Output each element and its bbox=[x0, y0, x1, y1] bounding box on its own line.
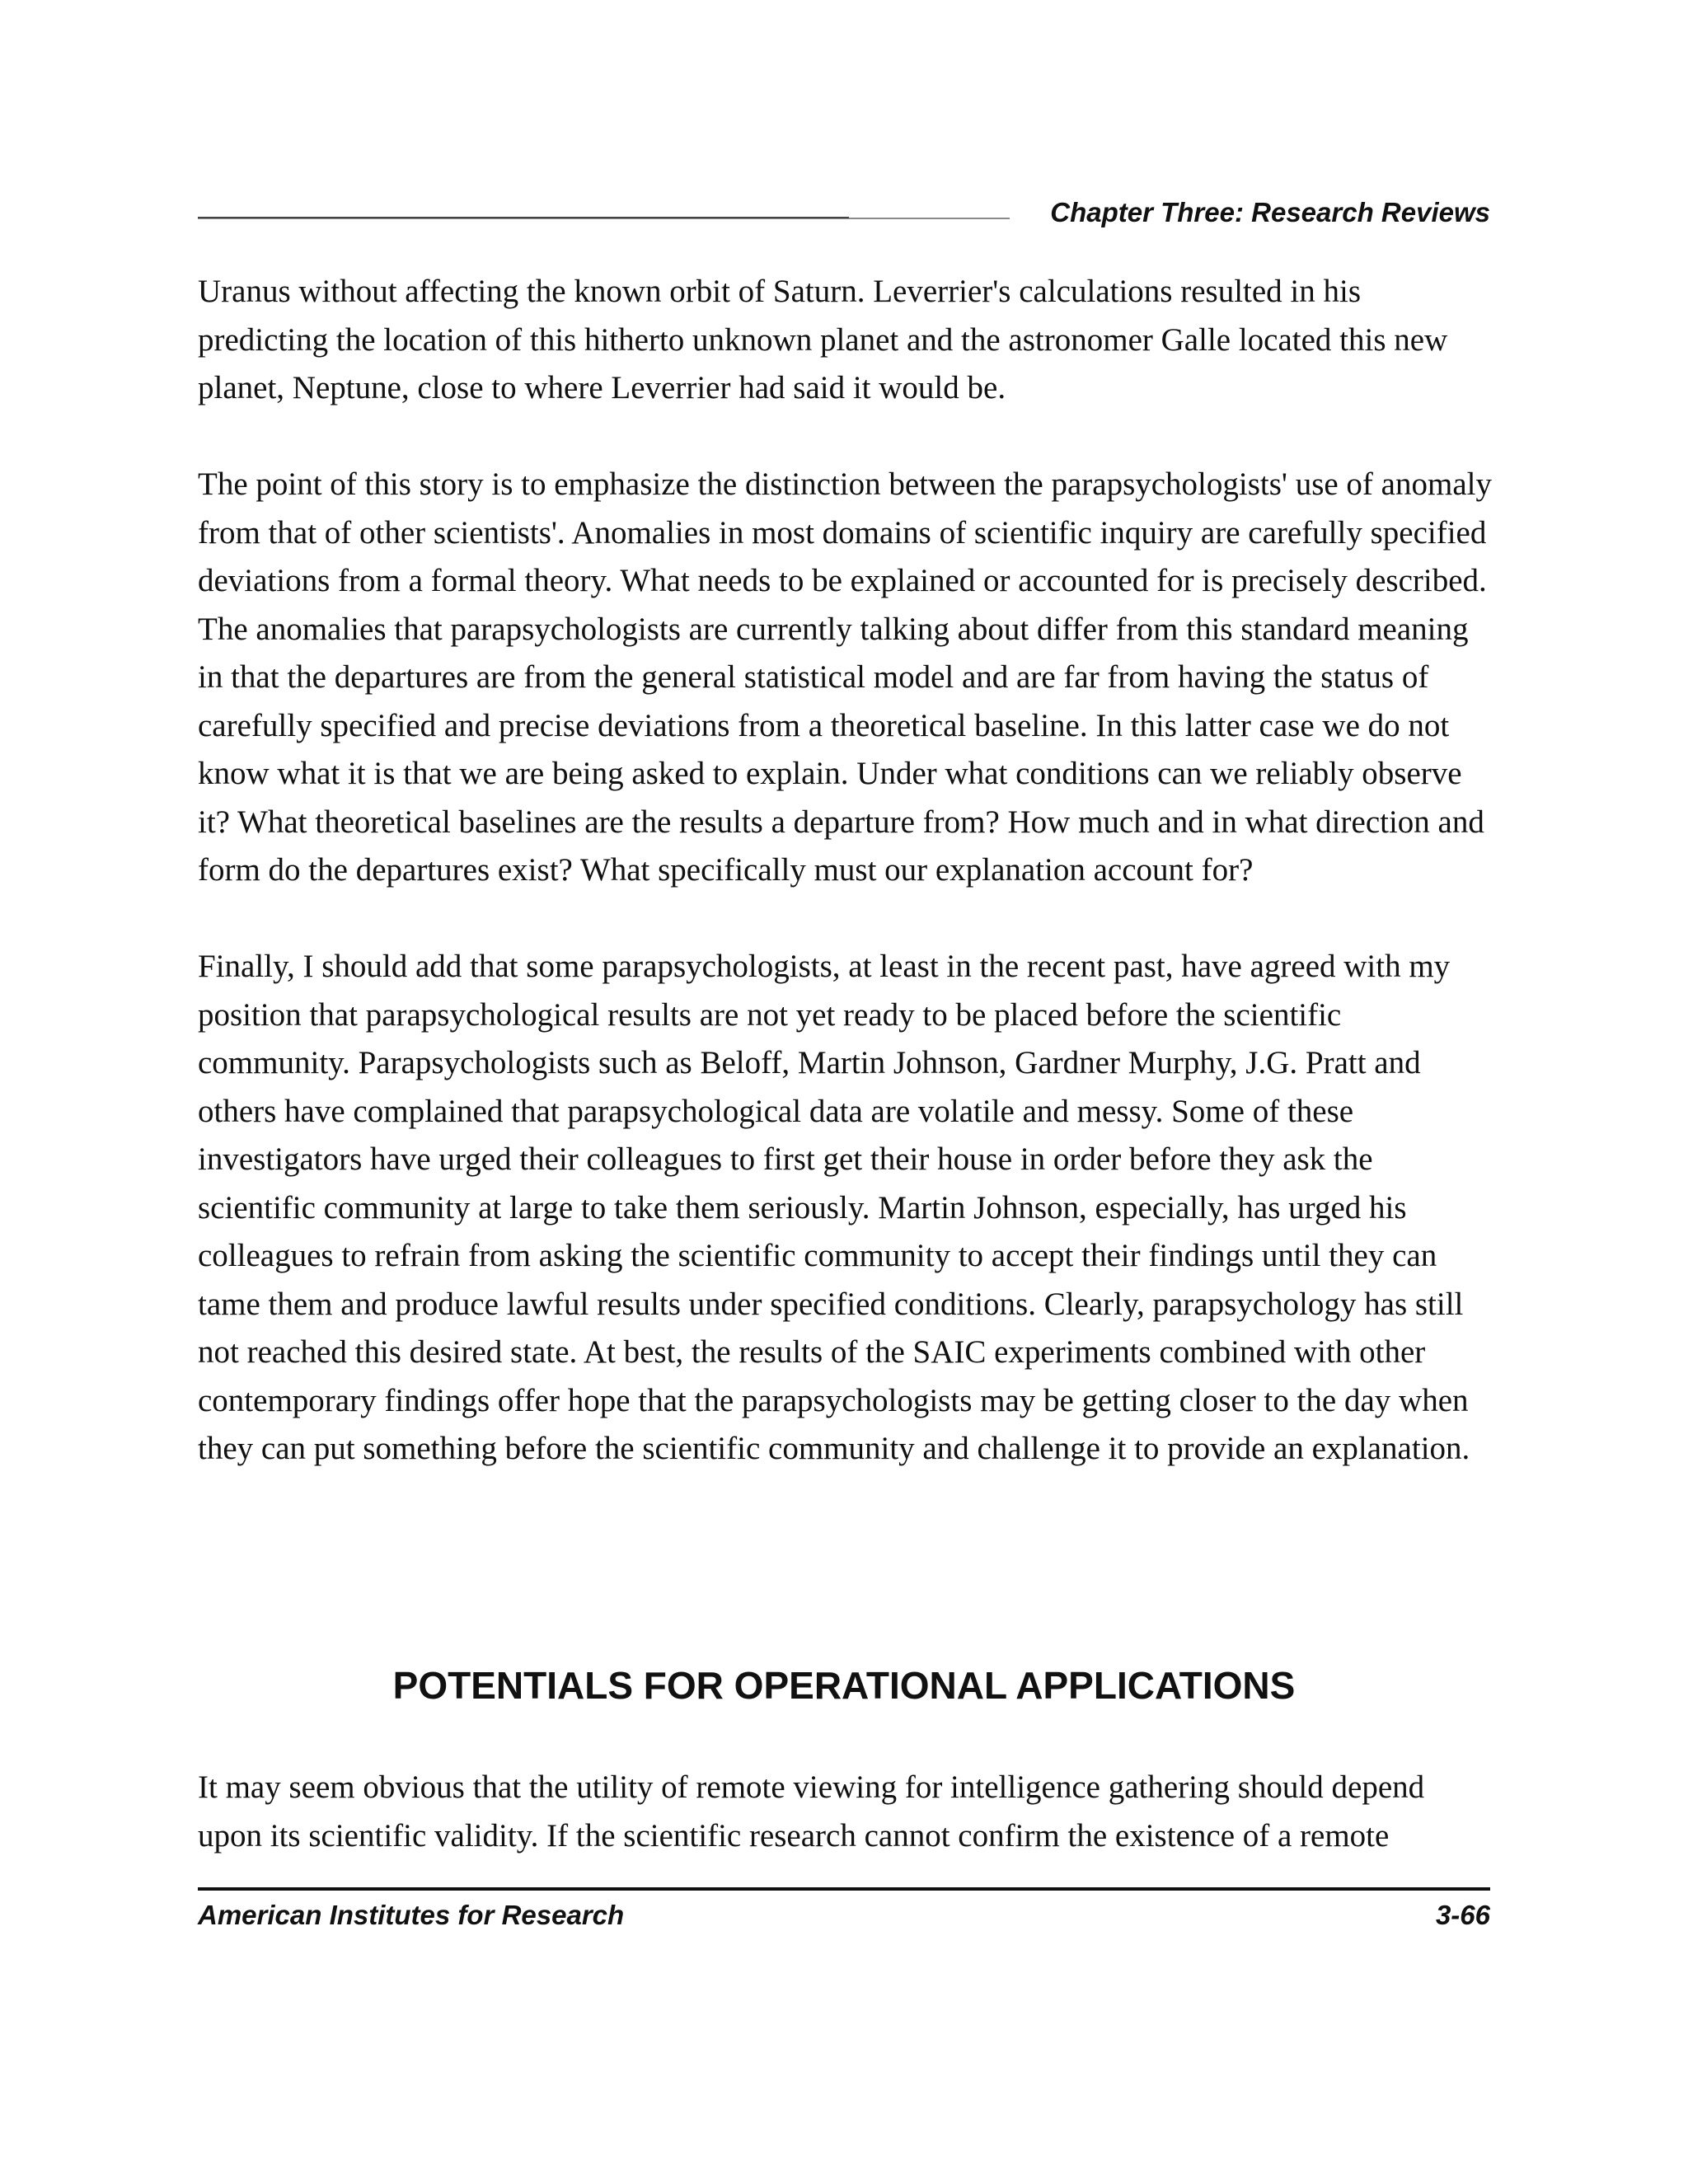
paragraph-neptune: Uranus without affecting the known orbit of Saturn. Leverrier's calculations resulted in his predicting the location of this hitherto unknown planet and the astronomer Galle located this new planet, Neptune, close to where Leverrier had said it would be. bbox=[198, 274, 1448, 405]
paragraph-conclusion: Finally, I should add that some parapsychologists, at least in the recent past, have agreed with my position that parapsychological results are not yet ready to be placed before the scientific community. Parapsychologists such as Beloff, Martin Johnson, Gardner Murphy, J.G. Pratt and others have complained that parapsychological data are volatile and messy. Some of these investigators have urged their colleagues to first get their house in order before they ask the scientific community at large to take them seriously. Martin Johnson, especially, has urged his colleagues to refrain from asking the scientific community to accept their findings until they can tame them and produce lawful results under specified conditions. Clearly, parapsychology has still not reached this desired state. At best, the results of the SAIC experiments combined with other contemporary findings offer hope that the parapsychologists may be getting closer to the day when they can put something before the scientific community and challenge it to provide an explanation. bbox=[198, 949, 1470, 1466]
footer-organization: American Institutes for Research bbox=[198, 1900, 625, 1930]
paragraph-anomaly: The point of this story is to emphasize the distinction between the parapsychologists' use of anomaly from that of other scientists'. Anomalies in most domains of scientific inquiry are carefully specified deviations from a formal theory. What needs to be explained or accounted for is precisely described. The anomalies that parapsychologists are currently talking about differ from this standard meaning in that the departures are from the general statistical model and are far from having the status of carefully specified and precise deviations from a theoretical baseline. In this latter case we do not know what it is that we are being asked to explain. Under what conditions can we reliably observe it? What theoretical baselines are the results a departure from? How much and in what direction and form do the departures exist? What specifically must our explanation account for? bbox=[198, 466, 1492, 888]
section-heading: POTENTIALS FOR OPERATIONAL APPLICATIONS bbox=[392, 1664, 1296, 1707]
page-header bbox=[198, 194, 1490, 231]
body-text bbox=[198, 268, 1496, 1521]
header-rule-accent bbox=[198, 217, 849, 218]
chapter-title: Chapter Three: Research Reviews bbox=[1050, 197, 1490, 227]
paragraph-operational: It may seem obvious that the utility of remote viewing for intelligence gathering should depend upon its scientific validity. If the scientific research cannot confirm the existence of a remote bbox=[198, 1769, 1425, 1854]
page-number: 3-66 bbox=[1435, 1900, 1490, 1930]
footer-rule bbox=[198, 1887, 1490, 1891]
page-footer bbox=[198, 1887, 1490, 1937]
